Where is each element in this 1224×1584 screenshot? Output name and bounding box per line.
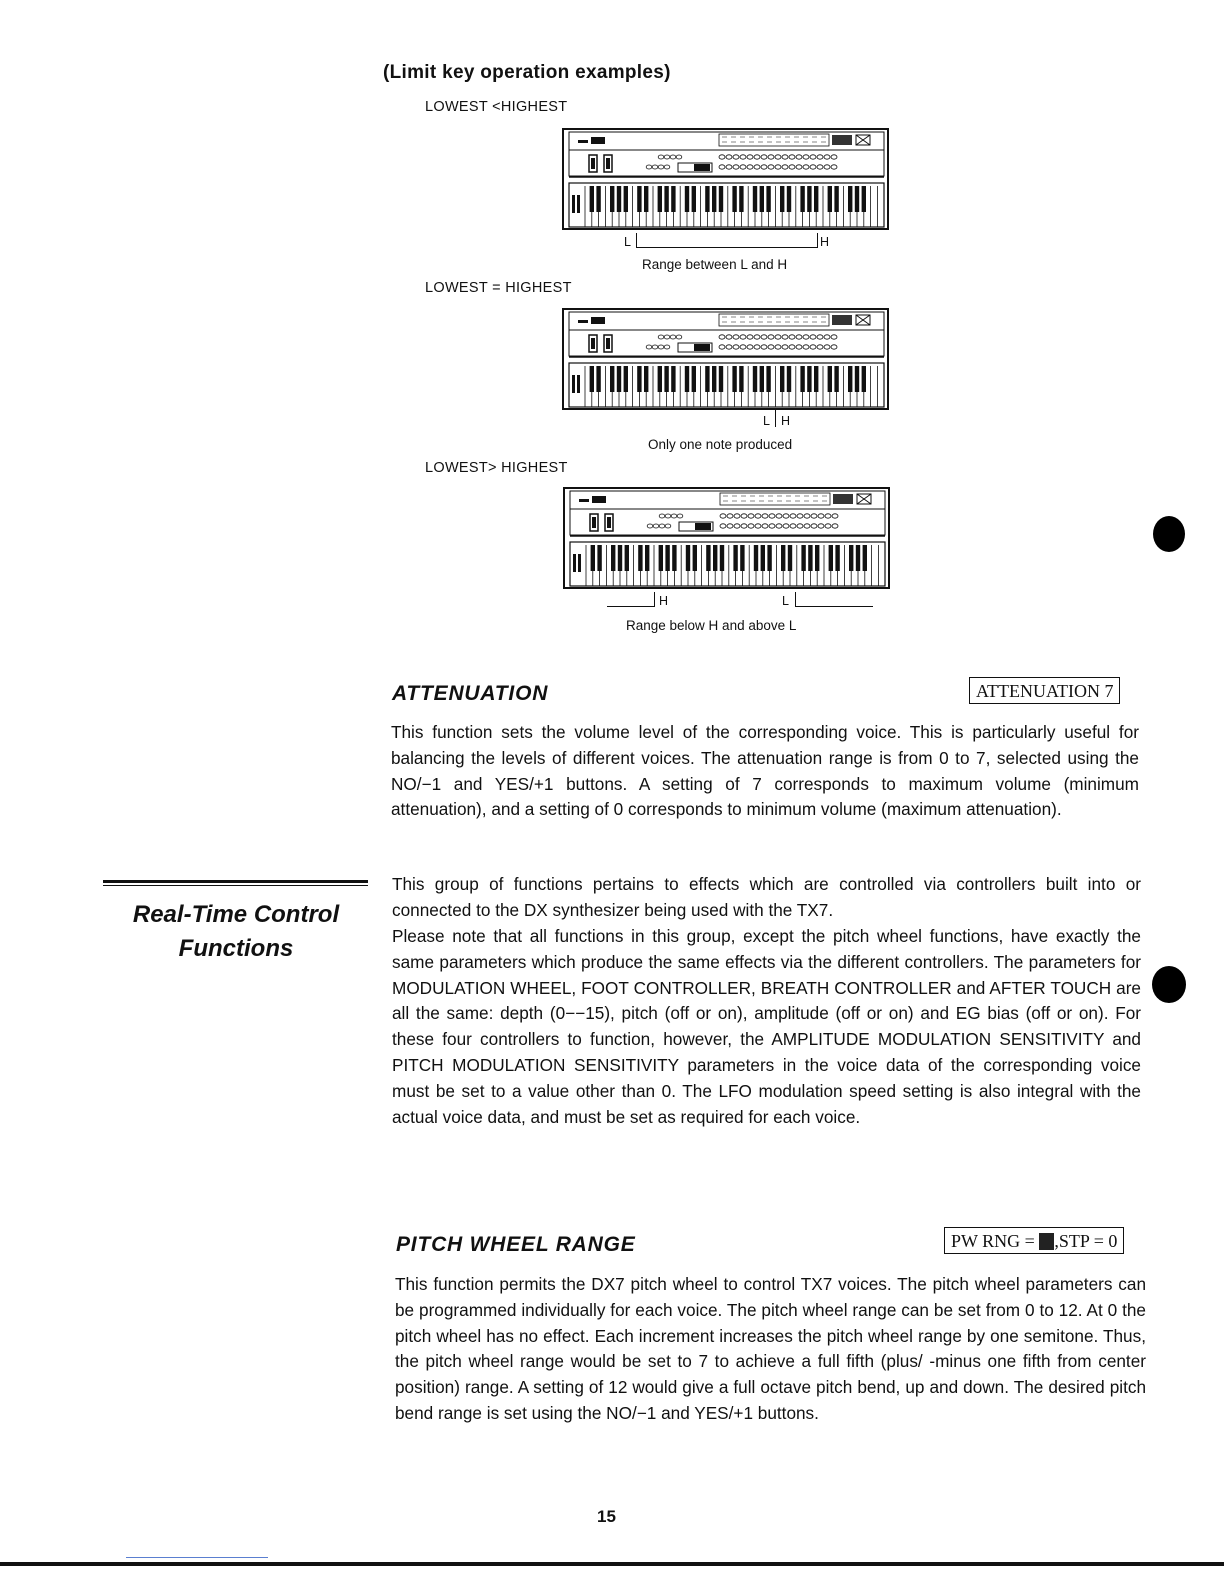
pitch-wheel-title: PITCH WHEEL RANGE (396, 1233, 636, 1256)
cursor-block (1039, 1233, 1054, 1250)
attenuation-display: ATTENUATION 7 (969, 677, 1120, 704)
realtime-para1: This group of functions pertains to effects which are controlled via controllers built into or connected to the DX synthesizer being used with the TX7. (392, 874, 1141, 920)
caption-one-note: Only one note produced (648, 437, 793, 452)
case-label-lowest-less: LOWEST <HIGHEST (425, 99, 568, 115)
section-rule (103, 885, 368, 886)
case-label-lowest-equal: LOWEST = HIGHEST (425, 280, 572, 296)
attenuation-title: ATTENUATION (392, 682, 549, 705)
realtime-title-line1: Real-Time Control (132, 901, 340, 928)
pitch-wheel-body: This function permits the DX7 pitch wheel to control TX7 voices. The pitch wheel parameters can be programmed individually for each voice. The pitch wheel range can be set from 0 to 12. At 0 the pitch wheel has no effect. Each increment increases the pitch wheel range by one semitone. Thus, the pitch wheel range would be set to 7 to achieve a full fifth (plus/ -minus one fifth from center position) range. A setting of 12 would give a full octave pitch bend, up and down. The desired pitch bend range is set using the NO/−1 and YES/+1 buttons. (395, 1274, 1146, 1423)
footer-rule (0, 1562, 1224, 1566)
section-rule (103, 880, 368, 883)
pw-display-left: PW RNG = (951, 1231, 1040, 1251)
caption-range-below-above: Range below H and above L (626, 618, 797, 633)
pitch-wheel-display (944, 1227, 1124, 1254)
dx7-keyboard-illustration (562, 128, 889, 230)
marker-h: H (781, 414, 791, 428)
marker-l: L (782, 594, 789, 608)
page-number: 15 (597, 1507, 616, 1526)
range-bracket (607, 592, 655, 607)
margin-dot (1153, 516, 1185, 552)
range-bracket (795, 592, 873, 607)
margin-dot (1152, 966, 1186, 1003)
attenuation-body: This function sets the volume level of the corresponding voice. This is particularly useful for balancing the levels of different voices. The attenuation range is from 0 to 7, selected using the NO/−1 and YES/+1 buttons. A setting of 7 corresponds to maximum volume (minimum attenuation), and a setting of 0 corresponds to minimum volume (maximum attenuation). (391, 722, 1139, 820)
range-bracket (636, 233, 818, 248)
dx7-keyboard-illustration (563, 487, 890, 589)
marker-l: L (763, 414, 770, 428)
case-label-lowest-greater: LOWEST> HIGHEST (425, 460, 568, 476)
examples-heading: (Limit key operation examples) (383, 62, 671, 83)
pw-display-right: ,STP = 0 (1054, 1231, 1118, 1251)
footer-rule (126, 1557, 268, 1558)
dx7-keyboard-illustration (562, 308, 889, 410)
caption-range-between: Range between L and H (642, 257, 788, 272)
realtime-section-title (105, 898, 367, 966)
marker-h: H (820, 235, 830, 249)
marker-h: H (659, 594, 669, 608)
marker-l: L (624, 235, 631, 249)
range-bracket (775, 410, 776, 427)
realtime-para2: Please note that all functions in this group, except the pitch wheel functions, have exactly the same parameters which produce the same effects via the different controllers. The parameters for MODULATION WHEEL, FOOT CONTROLLER, BREATH CONTROLLER and AFTER TOUCH are all the same: depth (0−−15), pitch (off or on), amplitude (off or on) and EG bias (off or on). For these four controllers to function, however, the AMPLITUDE MODULATION SENSITIVITY and PITCH MODULATION SENSITIVITY parameters in the voice data of the corresponding voice must be set to a value other than 0. The LFO modulation speed setting is also integral with the actual voice data, and must be set as required for each voice. (392, 926, 1141, 1127)
realtime-title-line2: Functions (178, 935, 294, 962)
